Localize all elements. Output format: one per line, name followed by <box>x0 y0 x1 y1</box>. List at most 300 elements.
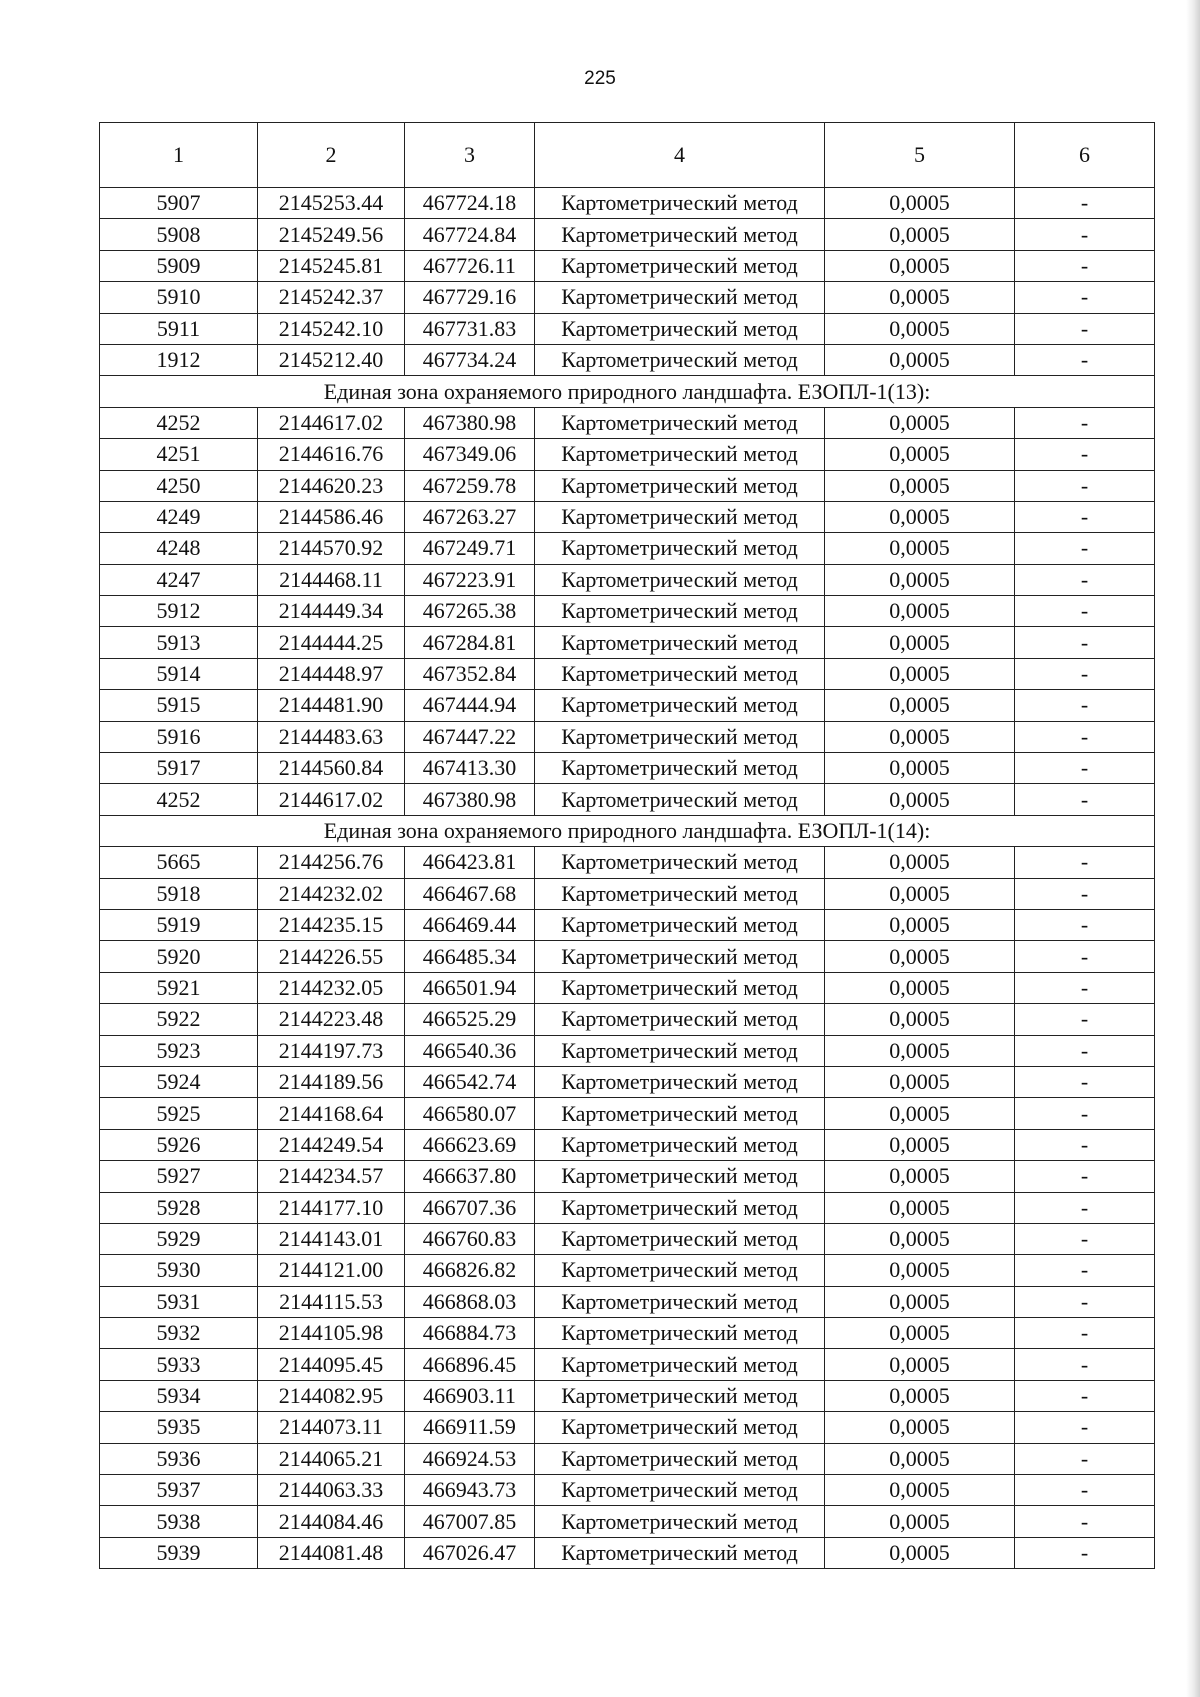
y-coordinate-cell: 467444.94 <box>405 690 535 721</box>
y-coordinate-cell: 466623.69 <box>405 1129 535 1160</box>
note-cell: - <box>1015 941 1155 972</box>
point-number-cell: 4251 <box>100 439 258 470</box>
x-coordinate-cell: 2144586.46 <box>258 501 405 532</box>
table-row <box>100 1412 1155 1443</box>
accuracy-cell: 0,0005 <box>825 282 1015 313</box>
accuracy-cell: 0,0005 <box>825 596 1015 627</box>
section-title-row <box>100 376 1155 407</box>
accuracy-cell: 0,0005 <box>825 564 1015 595</box>
x-coordinate-cell: 2144560.84 <box>258 753 405 784</box>
y-coordinate-cell: 467734.24 <box>405 344 535 375</box>
method-cell: Картометрический метод <box>535 1192 825 1223</box>
point-number-cell: 5909 <box>100 250 258 281</box>
method-cell: Картометрический метод <box>535 188 825 219</box>
section-title: Единая зона охраняемого природного ландшафта. ЕЗОПЛ-1(13): <box>100 376 1155 407</box>
x-coordinate-cell: 2144235.15 <box>258 909 405 940</box>
point-number-cell: 5921 <box>100 972 258 1003</box>
note-cell: - <box>1015 188 1155 219</box>
accuracy-cell: 0,0005 <box>825 1035 1015 1066</box>
header-cell: 6 <box>1015 123 1155 188</box>
point-number-cell: 5932 <box>100 1318 258 1349</box>
note-cell: - <box>1015 282 1155 313</box>
accuracy-cell: 0,0005 <box>825 219 1015 250</box>
note-cell: - <box>1015 1098 1155 1129</box>
accuracy-cell: 0,0005 <box>825 753 1015 784</box>
method-cell: Картометрический метод <box>535 439 825 470</box>
point-number-cell: 5911 <box>100 313 258 344</box>
table-row <box>100 1380 1155 1411</box>
note-cell: - <box>1015 878 1155 909</box>
accuracy-cell: 0,0005 <box>825 344 1015 375</box>
table-row <box>100 596 1155 627</box>
accuracy-cell: 0,0005 <box>825 1286 1015 1317</box>
point-number-cell: 5665 <box>100 847 258 878</box>
table-row <box>100 1004 1155 1035</box>
note-cell: - <box>1015 470 1155 501</box>
point-number-cell: 5927 <box>100 1161 258 1192</box>
y-coordinate-cell: 467731.83 <box>405 313 535 344</box>
method-cell: Картометрический метод <box>535 1255 825 1286</box>
point-number-cell: 4252 <box>100 784 258 815</box>
method-cell: Картометрический метод <box>535 721 825 752</box>
accuracy-cell: 0,0005 <box>825 847 1015 878</box>
x-coordinate-cell: 2144481.90 <box>258 690 405 721</box>
point-number-cell: 4252 <box>100 407 258 438</box>
y-coordinate-cell: 467724.18 <box>405 188 535 219</box>
table-row <box>100 1537 1155 1568</box>
x-coordinate-cell: 2144249.54 <box>258 1129 405 1160</box>
method-cell: Картометрический метод <box>535 1443 825 1474</box>
y-coordinate-cell: 466469.44 <box>405 909 535 940</box>
table-row <box>100 909 1155 940</box>
y-coordinate-cell: 466911.59 <box>405 1412 535 1443</box>
accuracy-cell: 0,0005 <box>825 1506 1015 1537</box>
y-coordinate-cell: 467447.22 <box>405 721 535 752</box>
method-cell: Картометрический метод <box>535 344 825 375</box>
y-coordinate-cell: 467380.98 <box>405 784 535 815</box>
accuracy-cell: 0,0005 <box>825 690 1015 721</box>
y-coordinate-cell: 466943.73 <box>405 1475 535 1506</box>
accuracy-cell: 0,0005 <box>825 909 1015 940</box>
section-title-row <box>100 815 1155 846</box>
note-cell: - <box>1015 1255 1155 1286</box>
accuracy-cell: 0,0005 <box>825 1349 1015 1380</box>
header-cell: 2 <box>258 123 405 188</box>
table-row <box>100 878 1155 909</box>
table-row <box>100 1161 1155 1192</box>
method-cell: Картометрический метод <box>535 1129 825 1160</box>
method-cell: Картометрический метод <box>535 1506 825 1537</box>
y-coordinate-cell: 466896.45 <box>405 1349 535 1380</box>
x-coordinate-cell: 2144448.97 <box>258 658 405 689</box>
table-row <box>100 533 1155 564</box>
method-cell: Картометрический метод <box>535 1066 825 1097</box>
table-row <box>100 847 1155 878</box>
method-cell: Картометрический метод <box>535 1286 825 1317</box>
x-coordinate-cell: 2144073.11 <box>258 1412 405 1443</box>
table-row <box>100 1066 1155 1097</box>
table-row <box>100 1286 1155 1317</box>
x-coordinate-cell: 2144177.10 <box>258 1192 405 1223</box>
y-coordinate-cell: 467380.98 <box>405 407 535 438</box>
accuracy-cell: 0,0005 <box>825 1161 1015 1192</box>
method-cell: Картометрический метод <box>535 501 825 532</box>
table-row <box>100 1255 1155 1286</box>
table-row <box>100 188 1155 219</box>
x-coordinate-cell: 2144444.25 <box>258 627 405 658</box>
point-number-cell: 5939 <box>100 1537 258 1568</box>
accuracy-cell: 0,0005 <box>825 627 1015 658</box>
accuracy-cell: 0,0005 <box>825 941 1015 972</box>
note-cell: - <box>1015 1004 1155 1035</box>
table-row <box>100 1318 1155 1349</box>
y-coordinate-cell: 466637.80 <box>405 1161 535 1192</box>
table-row <box>100 753 1155 784</box>
table-row <box>100 1098 1155 1129</box>
note-cell: - <box>1015 690 1155 721</box>
y-coordinate-cell: 467249.71 <box>405 533 535 564</box>
y-coordinate-cell: 467349.06 <box>405 439 535 470</box>
y-coordinate-cell: 466903.11 <box>405 1380 535 1411</box>
note-cell: - <box>1015 564 1155 595</box>
method-cell: Картометрический метод <box>535 1035 825 1066</box>
note-cell: - <box>1015 753 1155 784</box>
y-coordinate-cell: 466501.94 <box>405 972 535 1003</box>
x-coordinate-cell: 2144189.56 <box>258 1066 405 1097</box>
note-cell: - <box>1015 1443 1155 1474</box>
y-coordinate-cell: 467729.16 <box>405 282 535 313</box>
point-number-cell: 5925 <box>100 1098 258 1129</box>
section-title: Единая зона охраняемого природного ландшафта. ЕЗОПЛ-1(14): <box>100 815 1155 846</box>
table-row <box>100 1506 1155 1537</box>
accuracy-cell: 0,0005 <box>825 1223 1015 1254</box>
table-row <box>100 564 1155 595</box>
x-coordinate-cell: 2144081.48 <box>258 1537 405 1568</box>
x-coordinate-cell: 2144449.34 <box>258 596 405 627</box>
y-coordinate-cell: 467263.27 <box>405 501 535 532</box>
y-coordinate-cell: 466467.68 <box>405 878 535 909</box>
accuracy-cell: 0,0005 <box>825 470 1015 501</box>
note-cell: - <box>1015 1318 1155 1349</box>
method-cell: Картометрический метод <box>535 784 825 815</box>
table-row <box>100 407 1155 438</box>
table-row <box>100 690 1155 721</box>
point-number-cell: 4249 <box>100 501 258 532</box>
note-cell: - <box>1015 407 1155 438</box>
table-row <box>100 344 1155 375</box>
x-coordinate-cell: 2144143.01 <box>258 1223 405 1254</box>
note-cell: - <box>1015 596 1155 627</box>
note-cell: - <box>1015 909 1155 940</box>
note-cell: - <box>1015 1035 1155 1066</box>
accuracy-cell: 0,0005 <box>825 878 1015 909</box>
note-cell: - <box>1015 972 1155 1003</box>
y-coordinate-cell: 467724.84 <box>405 219 535 250</box>
x-coordinate-cell: 2144223.48 <box>258 1004 405 1035</box>
header-cell: 3 <box>405 123 535 188</box>
table-row <box>100 972 1155 1003</box>
point-number-cell: 5919 <box>100 909 258 940</box>
point-number-cell: 4247 <box>100 564 258 595</box>
y-coordinate-cell: 467284.81 <box>405 627 535 658</box>
method-cell: Картометрический метод <box>535 407 825 438</box>
accuracy-cell: 0,0005 <box>825 1443 1015 1474</box>
y-coordinate-cell: 466540.36 <box>405 1035 535 1066</box>
x-coordinate-cell: 2144121.00 <box>258 1255 405 1286</box>
x-coordinate-cell: 2144234.57 <box>258 1161 405 1192</box>
x-coordinate-cell: 2144232.02 <box>258 878 405 909</box>
x-coordinate-cell: 2145242.37 <box>258 282 405 313</box>
x-coordinate-cell: 2145253.44 <box>258 188 405 219</box>
x-coordinate-cell: 2144226.55 <box>258 941 405 972</box>
note-cell: - <box>1015 784 1155 815</box>
method-cell: Картометрический метод <box>535 470 825 501</box>
accuracy-cell: 0,0005 <box>825 1412 1015 1443</box>
table-row <box>100 470 1155 501</box>
point-number-cell: 5922 <box>100 1004 258 1035</box>
header-cell: 1 <box>100 123 258 188</box>
table-header-row <box>100 123 1155 188</box>
x-coordinate-cell: 2144616.76 <box>258 439 405 470</box>
method-cell: Картометрический метод <box>535 1349 825 1380</box>
coordinates-table <box>99 122 1155 1569</box>
method-cell: Картометрический метод <box>535 564 825 595</box>
note-cell: - <box>1015 1475 1155 1506</box>
y-coordinate-cell: 467413.30 <box>405 753 535 784</box>
accuracy-cell: 0,0005 <box>825 407 1015 438</box>
y-coordinate-cell: 466760.83 <box>405 1223 535 1254</box>
note-cell: - <box>1015 847 1155 878</box>
accuracy-cell: 0,0005 <box>825 1192 1015 1223</box>
method-cell: Картометрический метод <box>535 627 825 658</box>
scan-shadow-edge <box>1186 0 1200 1697</box>
x-coordinate-cell: 2144620.23 <box>258 470 405 501</box>
point-number-cell: 5937 <box>100 1475 258 1506</box>
note-cell: - <box>1015 344 1155 375</box>
point-number-cell: 5912 <box>100 596 258 627</box>
x-coordinate-cell: 2144617.02 <box>258 407 405 438</box>
table-row <box>100 282 1155 313</box>
note-cell: - <box>1015 439 1155 470</box>
accuracy-cell: 0,0005 <box>825 1318 1015 1349</box>
method-cell: Картометрический метод <box>535 1475 825 1506</box>
point-number-cell: 5928 <box>100 1192 258 1223</box>
table-row <box>100 784 1155 815</box>
accuracy-cell: 0,0005 <box>825 313 1015 344</box>
accuracy-cell: 0,0005 <box>825 1255 1015 1286</box>
table-row <box>100 501 1155 532</box>
x-coordinate-cell: 2144105.98 <box>258 1318 405 1349</box>
table-row <box>100 1475 1155 1506</box>
note-cell: - <box>1015 721 1155 752</box>
table-row <box>100 721 1155 752</box>
point-number-cell: 4250 <box>100 470 258 501</box>
method-cell: Картометрический метод <box>535 1537 825 1568</box>
note-cell: - <box>1015 627 1155 658</box>
accuracy-cell: 0,0005 <box>825 658 1015 689</box>
point-number-cell: 4248 <box>100 533 258 564</box>
x-coordinate-cell: 2144082.95 <box>258 1380 405 1411</box>
method-cell: Картометрический метод <box>535 1380 825 1411</box>
y-coordinate-cell: 466580.07 <box>405 1098 535 1129</box>
accuracy-cell: 0,0005 <box>825 533 1015 564</box>
accuracy-cell: 0,0005 <box>825 1129 1015 1160</box>
header-cell: 5 <box>825 123 1015 188</box>
table-row <box>100 1349 1155 1380</box>
note-cell: - <box>1015 1349 1155 1380</box>
point-number-cell: 5933 <box>100 1349 258 1380</box>
accuracy-cell: 0,0005 <box>825 972 1015 1003</box>
x-coordinate-cell: 2144468.11 <box>258 564 405 595</box>
x-coordinate-cell: 2144084.46 <box>258 1506 405 1537</box>
accuracy-cell: 0,0005 <box>825 784 1015 815</box>
accuracy-cell: 0,0005 <box>825 1098 1015 1129</box>
note-cell: - <box>1015 1537 1155 1568</box>
x-coordinate-cell: 2145249.56 <box>258 219 405 250</box>
table-row <box>100 1443 1155 1474</box>
method-cell: Картометрический метод <box>535 1161 825 1192</box>
y-coordinate-cell: 466485.34 <box>405 941 535 972</box>
x-coordinate-cell: 2144095.45 <box>258 1349 405 1380</box>
accuracy-cell: 0,0005 <box>825 501 1015 532</box>
header-cell: 4 <box>535 123 825 188</box>
point-number-cell: 5934 <box>100 1380 258 1411</box>
x-coordinate-cell: 2144168.64 <box>258 1098 405 1129</box>
point-number-cell: 5917 <box>100 753 258 784</box>
point-number-cell: 5916 <box>100 721 258 752</box>
point-number-cell: 5914 <box>100 658 258 689</box>
point-number-cell: 5915 <box>100 690 258 721</box>
point-number-cell: 5918 <box>100 878 258 909</box>
method-cell: Картометрический метод <box>535 941 825 972</box>
accuracy-cell: 0,0005 <box>825 1066 1015 1097</box>
point-number-cell: 5913 <box>100 627 258 658</box>
y-coordinate-cell: 467265.38 <box>405 596 535 627</box>
method-cell: Картометрический метод <box>535 596 825 627</box>
note-cell: - <box>1015 313 1155 344</box>
point-number-cell: 5929 <box>100 1223 258 1254</box>
y-coordinate-cell: 467223.91 <box>405 564 535 595</box>
method-cell: Картометрический метод <box>535 690 825 721</box>
point-number-cell: 5936 <box>100 1443 258 1474</box>
point-number-cell: 5920 <box>100 941 258 972</box>
note-cell: - <box>1015 219 1155 250</box>
x-coordinate-cell: 2145245.81 <box>258 250 405 281</box>
method-cell: Картометрический метод <box>535 753 825 784</box>
accuracy-cell: 0,0005 <box>825 250 1015 281</box>
x-coordinate-cell: 2144065.21 <box>258 1443 405 1474</box>
table-row <box>100 1192 1155 1223</box>
point-number-cell: 5907 <box>100 188 258 219</box>
point-number-cell: 5930 <box>100 1255 258 1286</box>
method-cell: Картометрический метод <box>535 1098 825 1129</box>
method-cell: Картометрический метод <box>535 282 825 313</box>
accuracy-cell: 0,0005 <box>825 1380 1015 1411</box>
method-cell: Картометрический метод <box>535 219 825 250</box>
point-number-cell: 5935 <box>100 1412 258 1443</box>
y-coordinate-cell: 466868.03 <box>405 1286 535 1317</box>
x-coordinate-cell: 2144256.76 <box>258 847 405 878</box>
x-coordinate-cell: 2144115.53 <box>258 1286 405 1317</box>
table-row <box>100 1223 1155 1254</box>
table-row <box>100 313 1155 344</box>
table-row <box>100 219 1155 250</box>
y-coordinate-cell: 466423.81 <box>405 847 535 878</box>
accuracy-cell: 0,0005 <box>825 1537 1015 1568</box>
method-cell: Картометрический метод <box>535 250 825 281</box>
page-number: 225 <box>584 68 616 89</box>
x-coordinate-cell: 2144617.02 <box>258 784 405 815</box>
accuracy-cell: 0,0005 <box>825 1004 1015 1035</box>
y-coordinate-cell: 467259.78 <box>405 470 535 501</box>
note-cell: - <box>1015 1286 1155 1317</box>
y-coordinate-cell: 467726.11 <box>405 250 535 281</box>
method-cell: Картометрический метод <box>535 847 825 878</box>
y-coordinate-cell: 466884.73 <box>405 1318 535 1349</box>
method-cell: Картометрический метод <box>535 533 825 564</box>
note-cell: - <box>1015 658 1155 689</box>
x-coordinate-cell: 2145242.10 <box>258 313 405 344</box>
point-number-cell: 5924 <box>100 1066 258 1097</box>
method-cell: Картометрический метод <box>535 909 825 940</box>
accuracy-cell: 0,0005 <box>825 188 1015 219</box>
y-coordinate-cell: 467026.47 <box>405 1537 535 1568</box>
x-coordinate-cell: 2144483.63 <box>258 721 405 752</box>
y-coordinate-cell: 466542.74 <box>405 1066 535 1097</box>
note-cell: - <box>1015 1161 1155 1192</box>
coordinates-table-body <box>100 123 1155 1569</box>
y-coordinate-cell: 466525.29 <box>405 1004 535 1035</box>
x-coordinate-cell: 2144197.73 <box>258 1035 405 1066</box>
point-number-cell: 5931 <box>100 1286 258 1317</box>
x-coordinate-cell: 2144063.33 <box>258 1475 405 1506</box>
note-cell: - <box>1015 1192 1155 1223</box>
table-row <box>100 439 1155 470</box>
method-cell: Картометрический метод <box>535 1412 825 1443</box>
x-coordinate-cell: 2145212.40 <box>258 344 405 375</box>
method-cell: Картометрический метод <box>535 313 825 344</box>
note-cell: - <box>1015 1506 1155 1537</box>
point-number-cell: 5938 <box>100 1506 258 1537</box>
method-cell: Картометрический метод <box>535 658 825 689</box>
x-coordinate-cell: 2144232.05 <box>258 972 405 1003</box>
y-coordinate-cell: 467007.85 <box>405 1506 535 1537</box>
accuracy-cell: 0,0005 <box>825 1475 1015 1506</box>
table-row <box>100 941 1155 972</box>
point-number-cell: 5923 <box>100 1035 258 1066</box>
point-number-cell: 5908 <box>100 219 258 250</box>
table-row <box>100 1035 1155 1066</box>
point-number-cell: 5910 <box>100 282 258 313</box>
table-row <box>100 658 1155 689</box>
accuracy-cell: 0,0005 <box>825 439 1015 470</box>
note-cell: - <box>1015 1129 1155 1160</box>
y-coordinate-cell: 466707.36 <box>405 1192 535 1223</box>
note-cell: - <box>1015 533 1155 564</box>
accuracy-cell: 0,0005 <box>825 721 1015 752</box>
note-cell: - <box>1015 1380 1155 1411</box>
table-row <box>100 250 1155 281</box>
point-number-cell: 1912 <box>100 344 258 375</box>
method-cell: Картометрический метод <box>535 1004 825 1035</box>
table-row <box>100 1129 1155 1160</box>
note-cell: - <box>1015 501 1155 532</box>
y-coordinate-cell: 466826.82 <box>405 1255 535 1286</box>
x-coordinate-cell: 2144570.92 <box>258 533 405 564</box>
note-cell: - <box>1015 250 1155 281</box>
note-cell: - <box>1015 1066 1155 1097</box>
y-coordinate-cell: 467352.84 <box>405 658 535 689</box>
